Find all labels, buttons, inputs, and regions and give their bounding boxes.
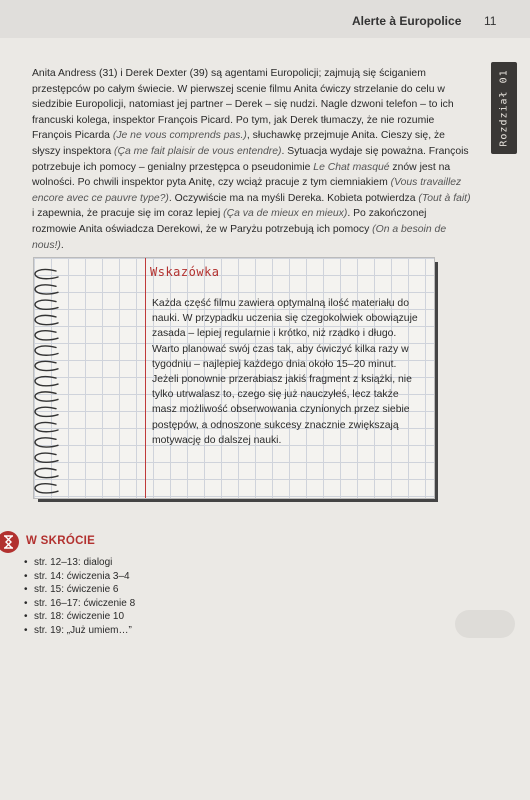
text-run: i zapewnia, że pracuje się im coraz lepiej (32, 208, 224, 220)
spiral-ring (35, 270, 58, 279)
spiral-ring (35, 468, 58, 477)
spiral-ring (35, 315, 58, 324)
italic-quote: (Ça va de mieux en mieux) (223, 208, 348, 220)
spiral-ring (35, 346, 58, 355)
spiral-ring (35, 300, 58, 309)
tip-text: Każda część filmu zawiera optymalną ilość materiału do nauki. W przypadku uczenia się czegokolwiek obowiązuje zasada – lepiej regularnie i krótko, niż rzadko i długo. Warto planować swój czas tak, aby ćwiczyć kilka razy w tygodniu – najlepiej każdego dnia około 15–20 minut. Jeżeli ponownie przerabiasz jakiś fragment z książki, nie tylko utrwalasz to, czego się już nauczyłeś, lecz także masz możliwość obserwowania czynionych przez siebie postępów, a odnoszone sukcesy znacznie zwiększają motywację do dalszej nauki. (152, 298, 418, 446)
hourglass-icon (0, 531, 22, 553)
spiral-ring (35, 331, 58, 340)
summary-list (24, 556, 135, 637)
faint-show-through (455, 610, 515, 638)
summary-item: • str. 12–13: dialogi (24, 556, 135, 570)
text-run: znów jest na wolności. Po chwili inspektor pyta Anitę, czy wciąż pracuje z tym ciemniakiem (32, 161, 451, 189)
tip-heading: Wskazówka (150, 265, 220, 279)
spiral-ring (35, 377, 58, 386)
summary-item: • str. 15: ćwiczenie 6 (24, 583, 135, 597)
spiral-ring (35, 361, 58, 370)
spiral-ring (35, 423, 58, 432)
spiral-ring (35, 285, 58, 294)
summary-item: • str. 16–17: ćwiczenie 8 (24, 597, 135, 611)
chapter-tab-label: Rozdział 01 (498, 69, 510, 147)
text-run: , słuchawkę przejmuje Anita. Cieszy się, że słyszy inspektora (32, 130, 445, 157)
intro-paragraph (32, 66, 472, 253)
text-run: . (60, 239, 64, 251)
italic-quote: (Tout à fait) (418, 192, 471, 204)
running-title: Alerte à Europolice (352, 14, 462, 28)
italic-quote: (Je ne vous comprends pas.) (112, 130, 247, 142)
summary-item: • str. 19: „Już umiem…” (24, 624, 135, 638)
italic-quote: (Vous travaillez encore avec ce pauvre type?) (32, 177, 462, 204)
tip-margin-line (145, 258, 146, 498)
italic-quote: (On a besoin de nous!) (32, 223, 447, 251)
spiral-ring (35, 453, 58, 462)
text-run: Anita Andress (31) i Derek Dexter (39) są agentami Europolicji; zajmują się ściganiem przestępców po całym świecie. W pierwszej scenie filmu Anita ćwiczy strzelanie do celu w siedzibie Europolicji, natomiast jej partner – Derek – się nudzi. Nagle dzwoni telefon – to ich francuski kolega, inspektor François Picard. Po tym, jak Derek tłumaczy, że nie rozumie François Picarda (32, 68, 454, 142)
text-run: . Sytuacja wydaje się poważna. François potrzebuje ich pomocy – genialny przestępca o pseudonimie (32, 145, 469, 173)
spiral-ring (35, 484, 58, 493)
spiral-binding-icon (32, 267, 60, 499)
summary-heading: W SKRÓCIE (26, 535, 96, 547)
italic-quote: (Ça me fait plaisir de vous entendre) (114, 145, 282, 157)
text-run: . Po zakończonej rozmowie Anita oświadcza Derekowi, że w Paryżu potrzebują ich pomocy (32, 208, 427, 235)
summary-item: • str. 14: ćwiczenia 3–4 (24, 570, 135, 584)
text-run: . Oczywiście ma na myśli Dereka. Kobieta potwierdza (168, 192, 419, 204)
spiral-ring (35, 392, 58, 401)
chapter-tab (491, 62, 517, 154)
spiral-ring (35, 407, 58, 416)
spiral-ring (35, 438, 58, 447)
summary-item: • str. 18: ćwiczenie 10 (24, 610, 135, 624)
intro-paragraph-text (32, 66, 472, 253)
italic-quote: Le Chat masqué (313, 161, 390, 173)
page-number: 11 (484, 14, 497, 28)
